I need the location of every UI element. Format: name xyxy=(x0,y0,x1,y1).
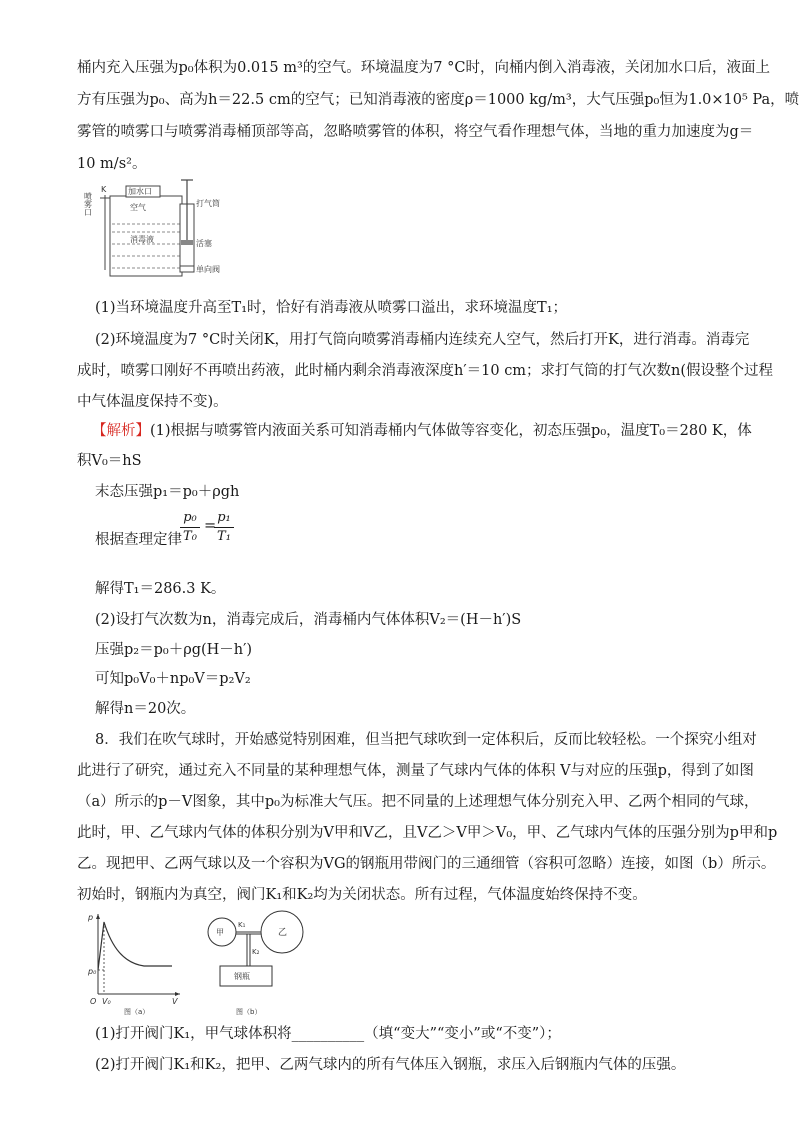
pv-graph-figure xyxy=(86,908,186,1016)
solution-line-1 xyxy=(92,421,752,441)
fraction-left-denominator: T₀ xyxy=(183,529,197,544)
origin-label: O xyxy=(90,997,97,1006)
solution-line-8: 解得n＝20次。 xyxy=(95,701,196,717)
solution-line-6: 压强p₂＝p₀＋ρg(H－h′) xyxy=(95,642,253,658)
balloon-jia-label: 甲 xyxy=(216,928,224,937)
solution-line-4: 解得T₁＝286.3 K。 xyxy=(95,581,226,597)
equals-sign: = xyxy=(204,518,217,534)
p-axis-label: p xyxy=(88,913,94,922)
valve-k1-label: K₁ xyxy=(238,921,246,929)
balloon-yi-label: 乙 xyxy=(278,928,288,938)
steel-bottle-label: 钢瓶 xyxy=(234,972,250,981)
liquid-label: 消毒液 xyxy=(130,235,154,244)
problem7-line-4: 10 m/s²。 xyxy=(77,156,147,172)
inlet-label: 加水口 xyxy=(128,187,152,196)
problem8-question-2: (2)打开阀门K₁和K₂，把甲、乙两气球内的所有气体压入钢瓶，求压入后钢瓶内气体的压强。 xyxy=(95,1057,686,1073)
solution-line-3: 末态压强p₁＝p₀＋ρgh xyxy=(95,484,240,500)
fraction-right xyxy=(214,510,234,545)
pv-curve xyxy=(98,922,172,970)
nozzle-label: 喷雾口 xyxy=(83,192,93,216)
problem7-line-1: 桶内充入压强为p₀体积为0.015 m³的空气。环境温度为7 °C时，向桶内倒入消毒液，关闭加水口后，液面上 xyxy=(77,60,770,76)
fraction-left-numerator: p₀ xyxy=(183,510,197,525)
fraction-right-denominator: T₁ xyxy=(217,529,231,544)
solution-line-5: (2)设打气次数为n，消毒完成后，消毒桶内气体体积V₂＝(H－h′)S xyxy=(95,612,522,628)
p0-label: p₀ xyxy=(88,967,97,976)
problem7-question-2-line-1: (2)环境温度为7 °C时关闭K，用打气筒向喷雾消毒桶内连续充人空气，然后打开K，进行消毒。消毒完 xyxy=(95,332,750,348)
solution-line-7: 可知p₀V₀＋np₀V＝p₂V₂ xyxy=(95,671,251,687)
valve-label: 单向阀 xyxy=(196,265,220,274)
problem8-line-1: 8．我们在吹气球时，开始感觉特别困难，但当把气球吹到一定体积后，反而比较轻松。一个探究小组对 xyxy=(95,732,757,748)
problem7-question-1: (1)当环境温度升高至T₁时，恰好有消毒液从喷雾口溢出，求环境温度T₁； xyxy=(95,300,568,316)
sprayer-diagram xyxy=(83,178,228,283)
valve-k2-label: K₂ xyxy=(252,948,260,956)
problem7-question-2-line-2: 成时，喷雾口刚好不再喷出药液，此时桶内剩余消毒液深度h′＝10 cm；求打气筒的打气次数n(假设整个过程 xyxy=(77,363,774,379)
balloons-bottle-figure xyxy=(204,910,316,1016)
pump-label: 打气筒 xyxy=(196,199,220,208)
charles-law-label: 根据查理定律 xyxy=(95,532,182,548)
problem8-question-1: (1)打开阀门K₁，甲气球体积将__________（填“变大”“变小”或“不变”）； xyxy=(95,1026,561,1042)
figure-a-caption: 图（a） xyxy=(124,1008,150,1016)
problem8-line-3: （a）所示的p－V图象，其中p₀为标准大气压。把不同量的上述理想气体分别充入甲、乙两个相同的气球， xyxy=(77,794,759,810)
fraction-right-numerator: p₁ xyxy=(217,510,231,525)
problem8-line-6: 初始时，钢瓶内为真空，阀门K₁和K₂均为关闭状态。所有过程，气体温度始终保持不变。 xyxy=(77,887,647,903)
problem8-line-4: 此时，甲、乙气球内气体的体积分别为V甲和V乙，且V乙＞V甲＞V₀，甲、乙气球内气体的压强分别为p甲和p xyxy=(77,825,778,841)
k-label: K xyxy=(101,185,107,194)
analysis-tag: 【解析】 xyxy=(92,423,150,439)
problem7-question-2-line-3: 中气体温度保持不变)。 xyxy=(77,394,228,410)
problem8-line-2: 此进行了研究，通过充入不同量的某种理想气体，测量了气球内气体的体积 V与对应的压强p，得到了如图 xyxy=(77,763,754,779)
problem7-line-2: 方有压强为p₀、高为h＝22.5 cm的空气；已知消毒液的密度ρ＝1000 kg/m³，大气压强p₀恒为1.0×10⁵ Pa，喷 xyxy=(77,92,800,108)
piston-label: 活塞 xyxy=(196,239,212,248)
fraction-left xyxy=(180,510,200,545)
problem7-line-3: 雾管的喷雾口与喷雾消毒桶顶部等高，忽略喷雾管的体积，将空气看作理想气体，当地的重力加速度为g＝ xyxy=(77,124,754,140)
solution-text-1: (1)根据与喷雾管内液面关系可知消毒桶内气体做等容变化，初态压强p₀，温度T₀＝280 K，体 xyxy=(150,423,752,439)
v0-label: V₀ xyxy=(102,997,111,1006)
solution-line-2: 积V₀＝hS xyxy=(77,453,142,469)
air-label: 空气 xyxy=(130,203,146,212)
figure-b-caption: 图（b） xyxy=(236,1008,262,1016)
v-axis-label: V xyxy=(172,997,178,1006)
problem8-line-5: 乙。现把甲、乙两气球以及一个容积为VG的钢瓶用带阀门的三通细管（容积可忽略）连接，如图（b）所示。 xyxy=(77,856,776,872)
